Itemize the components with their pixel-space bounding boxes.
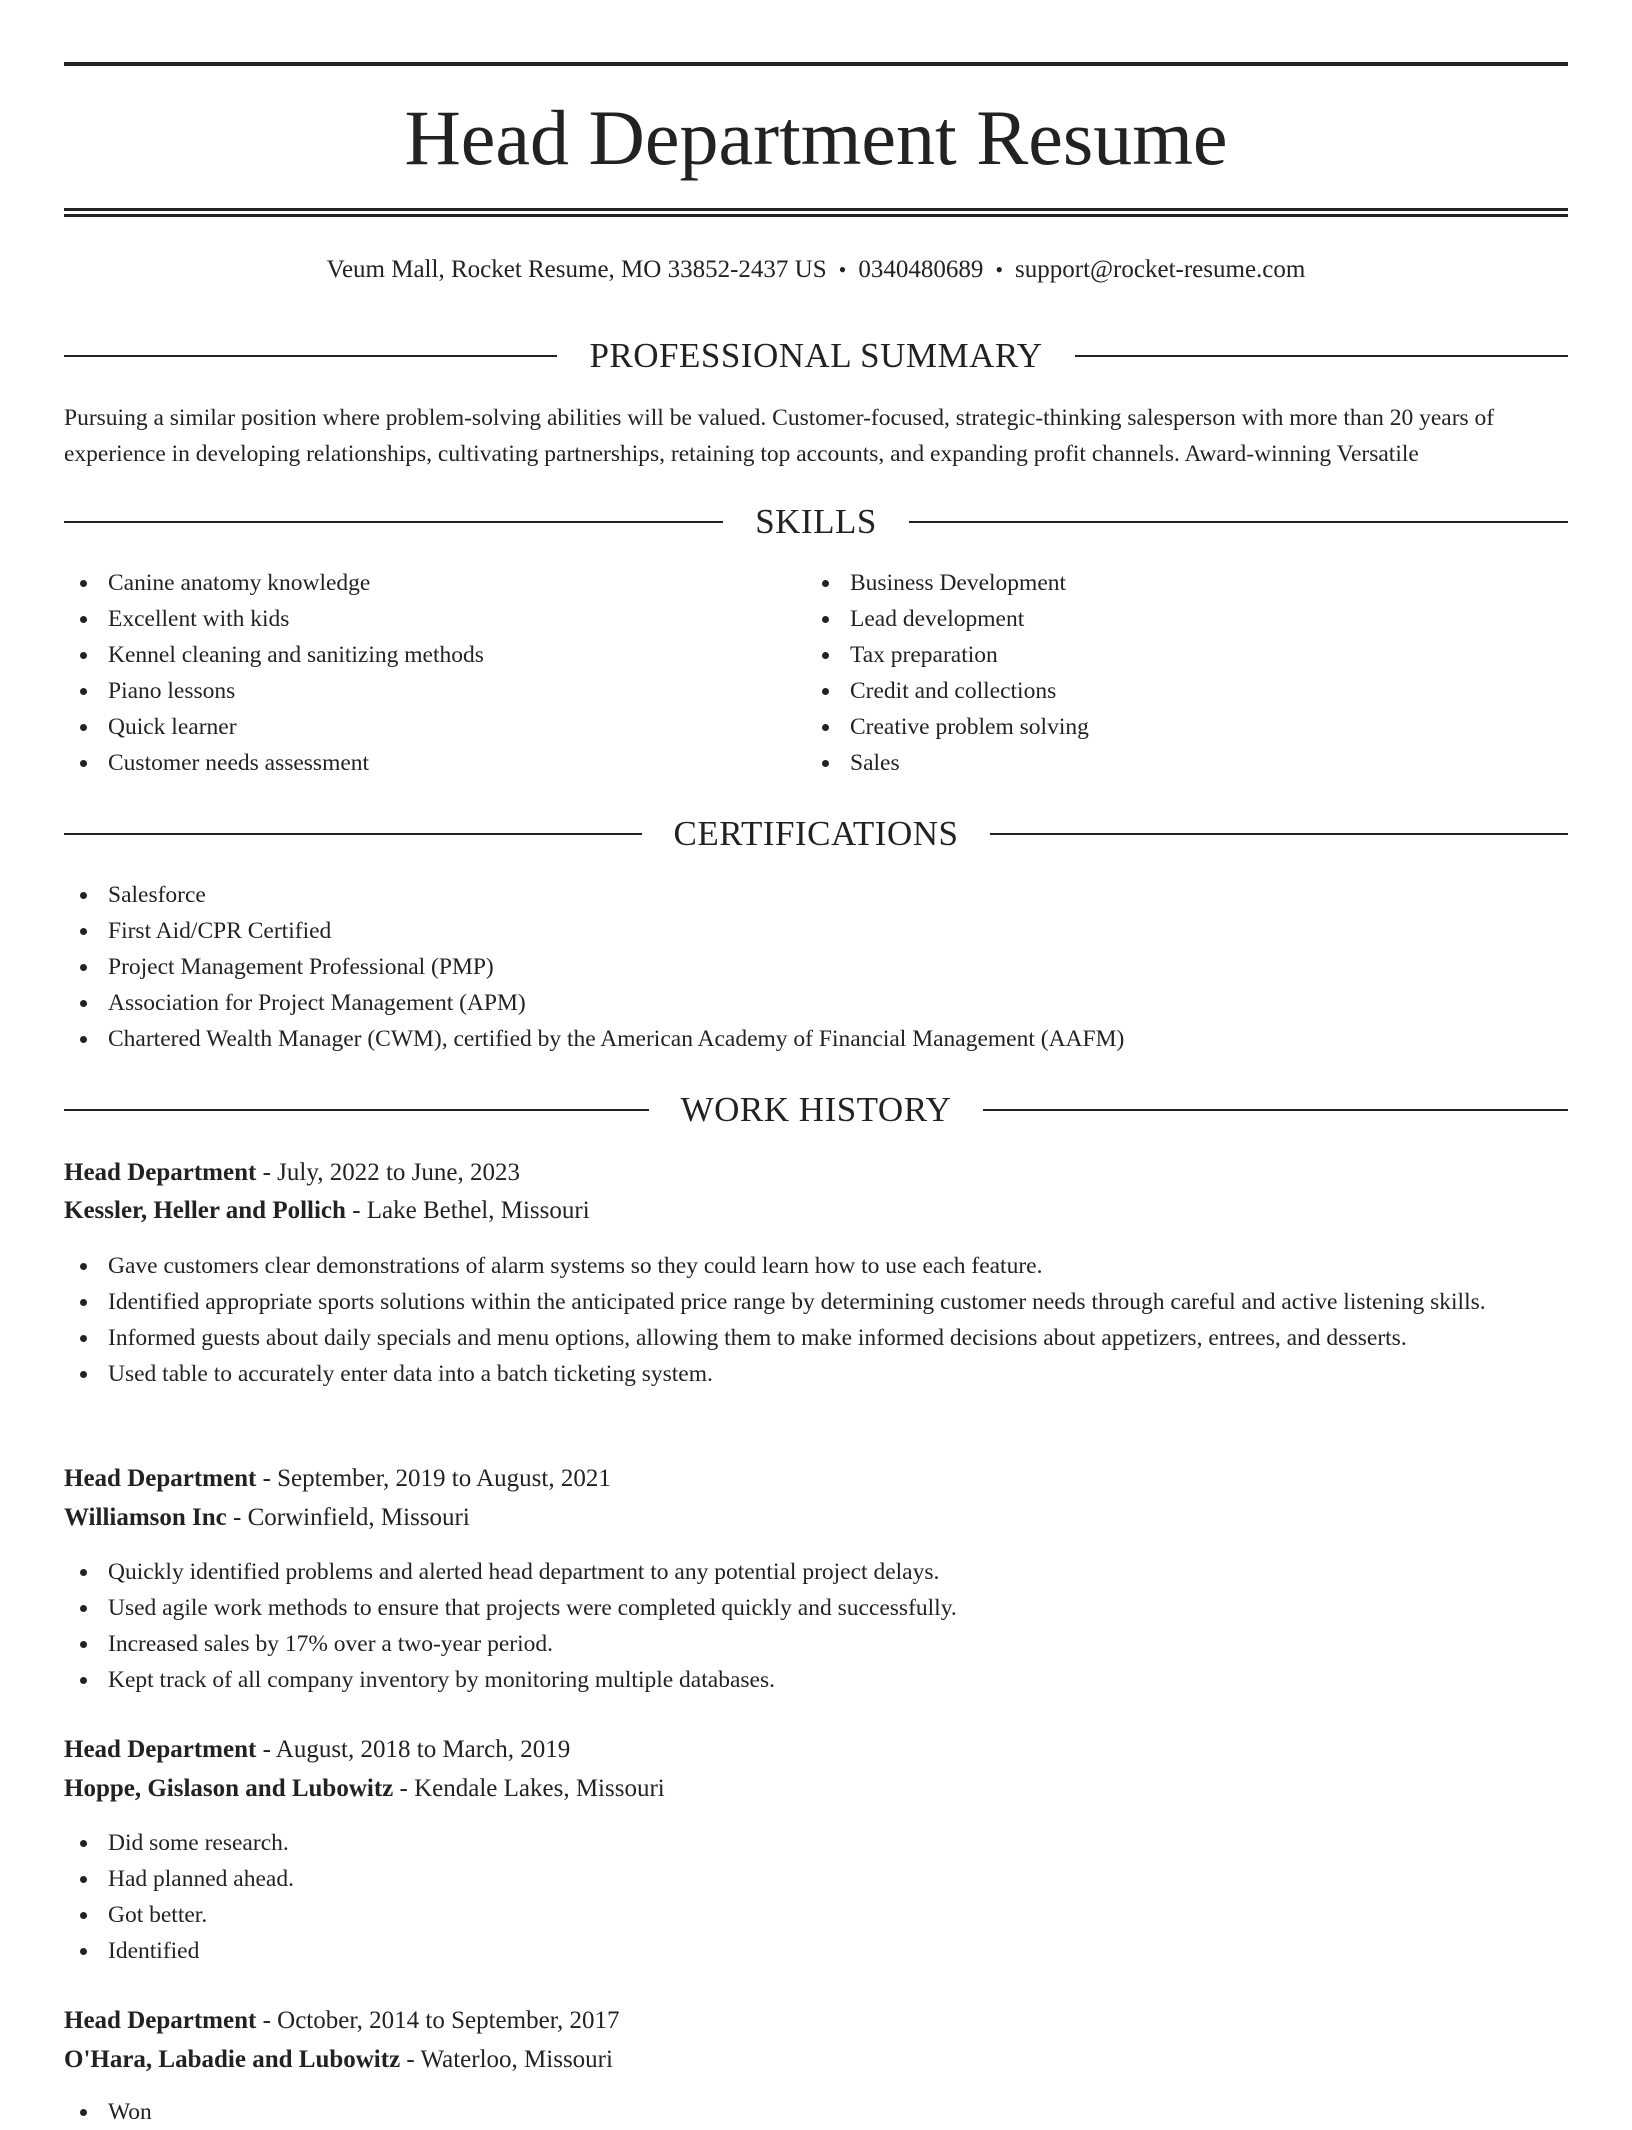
job-bullet: Had planned ahead. (64, 1861, 1568, 1897)
heading-rule (64, 833, 642, 835)
job-title-line (64, 2003, 1568, 2039)
skill-item: Lead development (806, 601, 1546, 637)
certifications-list (64, 877, 1568, 1057)
certification-item: Salesforce (64, 877, 1568, 913)
skill-item: Kennel cleaning and sanitizing methods (64, 637, 804, 673)
job-bullet: Got better. (64, 1897, 1568, 1933)
job-bullet: Quickly identified problems and alerted head department to any potential project delays. (64, 1554, 1568, 1590)
title-double-rule (64, 208, 1568, 217)
skill-item: Creative problem solving (806, 709, 1546, 745)
job-bullet: Identified appropriate sports solutions within the anticipated price range by determining customer needs through careful and active listening skills. (64, 1284, 1568, 1320)
heading-rule (64, 355, 557, 357)
skill-item: Quick learner (64, 709, 804, 745)
skill-item: Customer needs assessment (64, 745, 804, 781)
job-bullet: Identified (64, 1933, 1568, 1969)
section-heading-skills (64, 502, 1568, 542)
job-bullet-list (64, 1554, 1568, 1698)
job-title: Head Department (64, 1465, 257, 1492)
job-company: Kessler, Heller and Pollich (64, 1197, 346, 1224)
section-title: CERTIFICATIONS (673, 814, 959, 853)
job-title-line (64, 1155, 1568, 1191)
section-title: SKILLS (755, 502, 877, 541)
job-company: Hoppe, Gislason and Lubowitz (64, 1775, 394, 1802)
job-bullet: Won (64, 2094, 1568, 2130)
contact-phone: 0340480689 (858, 256, 984, 283)
skill-item: Tax preparation (806, 637, 1546, 673)
contact-email: support@rocket-resume.com (1015, 256, 1306, 283)
job-company-line (64, 2042, 1568, 2078)
section-title: WORK HISTORY (680, 1090, 952, 1129)
section-heading-summary (64, 336, 1568, 376)
job-location: - Kendale Lakes, Missouri (393, 1775, 665, 1802)
heading-rule (1075, 355, 1568, 357)
heading-rule (64, 1109, 649, 1111)
heading-rule (983, 1109, 1568, 1111)
section-title: PROFESSIONAL SUMMARY (589, 336, 1043, 375)
separator-dot-icon: • (995, 257, 1004, 282)
certification-item: First Aid/CPR Certified (64, 913, 1568, 949)
job-bullet: Kept track of all company inventory by monitoring multiple databases. (64, 1662, 1568, 1698)
job-company-line (64, 1771, 1568, 1807)
job-bullet: Gave customers clear demonstrations of alarm systems so they could learn how to use each feature. (64, 1248, 1568, 1284)
resume-title: Head Department Resume (404, 94, 1228, 181)
job-dates: - September, 2019 to August, 2021 (256, 1465, 611, 1492)
job-bullet-list (64, 2094, 1568, 2130)
job-bullet: Increased sales by 17% over a two-year period. (64, 1626, 1568, 1662)
job-location: - Corwinfield, Missouri (226, 1504, 470, 1531)
job-company: Williamson Inc (64, 1504, 227, 1531)
skill-item: Piano lessons (64, 673, 804, 709)
job-title: Head Department (64, 1736, 257, 1763)
job-bullet: Used agile work methods to ensure that projects were completed quickly and successfully. (64, 1590, 1568, 1626)
job-dates: - October, 2014 to September, 2017 (256, 2007, 620, 2034)
job-location: - Lake Bethel, Missouri (345, 1197, 590, 1224)
job-dates: - July, 2022 to June, 2023 (256, 1159, 520, 1186)
separator-dot-icon: • (838, 257, 847, 282)
heading-rule (909, 521, 1568, 523)
job-dates: - August, 2018 to March, 2019 (256, 1736, 571, 1763)
job-location: - Waterloo, Missouri (400, 2046, 613, 2073)
job-bullet-list (64, 1248, 1568, 1392)
skills-list-right (806, 565, 1546, 781)
summary-text: Pursuing a similar position where problem-solving abilities will be valued. Customer-focused, strategic-thinking salesperson with more than 20 years of experience in developing relationships, cultivating partnerships, retaining top accounts, and expanding profit channels. Award-winning Versatile (64, 405, 1495, 467)
job-title: Head Department (64, 1159, 257, 1186)
certification-item: Association for Project Management (APM) (64, 985, 1568, 1021)
skills-list-left (64, 565, 804, 781)
heading-rule (64, 521, 723, 523)
section-heading-work-history (64, 1090, 1568, 1130)
job-company: O'Hara, Labadie and Lubowitz (64, 2046, 401, 2073)
job-bullet-list (64, 1825, 1568, 1969)
skill-item: Credit and collections (806, 673, 1546, 709)
contact-address: Veum Mall, Rocket Resume, MO 33852-2437 US (326, 256, 827, 283)
skill-item: Canine anatomy knowledge (64, 565, 804, 601)
section-heading-certifications (64, 814, 1568, 854)
job-title-line (64, 1732, 1568, 1768)
heading-rule (990, 833, 1568, 835)
job-bullet: Did some research. (64, 1825, 1568, 1861)
certification-item: Project Management Professional (PMP) (64, 949, 1568, 985)
contact-line (64, 253, 1568, 287)
job-title: Head Department (64, 2007, 257, 2034)
job-title-line (64, 1461, 1568, 1497)
skill-item: Excellent with kids (64, 601, 804, 637)
job-company-line (64, 1500, 1568, 1536)
skill-item: Sales (806, 745, 1546, 781)
job-company-line (64, 1193, 1568, 1229)
job-bullet: Used table to accurately enter data into a batch ticketing system. (64, 1356, 1568, 1392)
job-bullet: Informed guests about daily specials and menu options, allowing them to make informed decisions about appetizers, entrees, and desserts. (64, 1320, 1568, 1356)
skill-item: Business Development (806, 565, 1546, 601)
certification-item: Chartered Wealth Manager (CWM), certified by the American Academy of Financial Management (AAFM) (64, 1021, 1568, 1057)
top-rule (64, 62, 1568, 66)
